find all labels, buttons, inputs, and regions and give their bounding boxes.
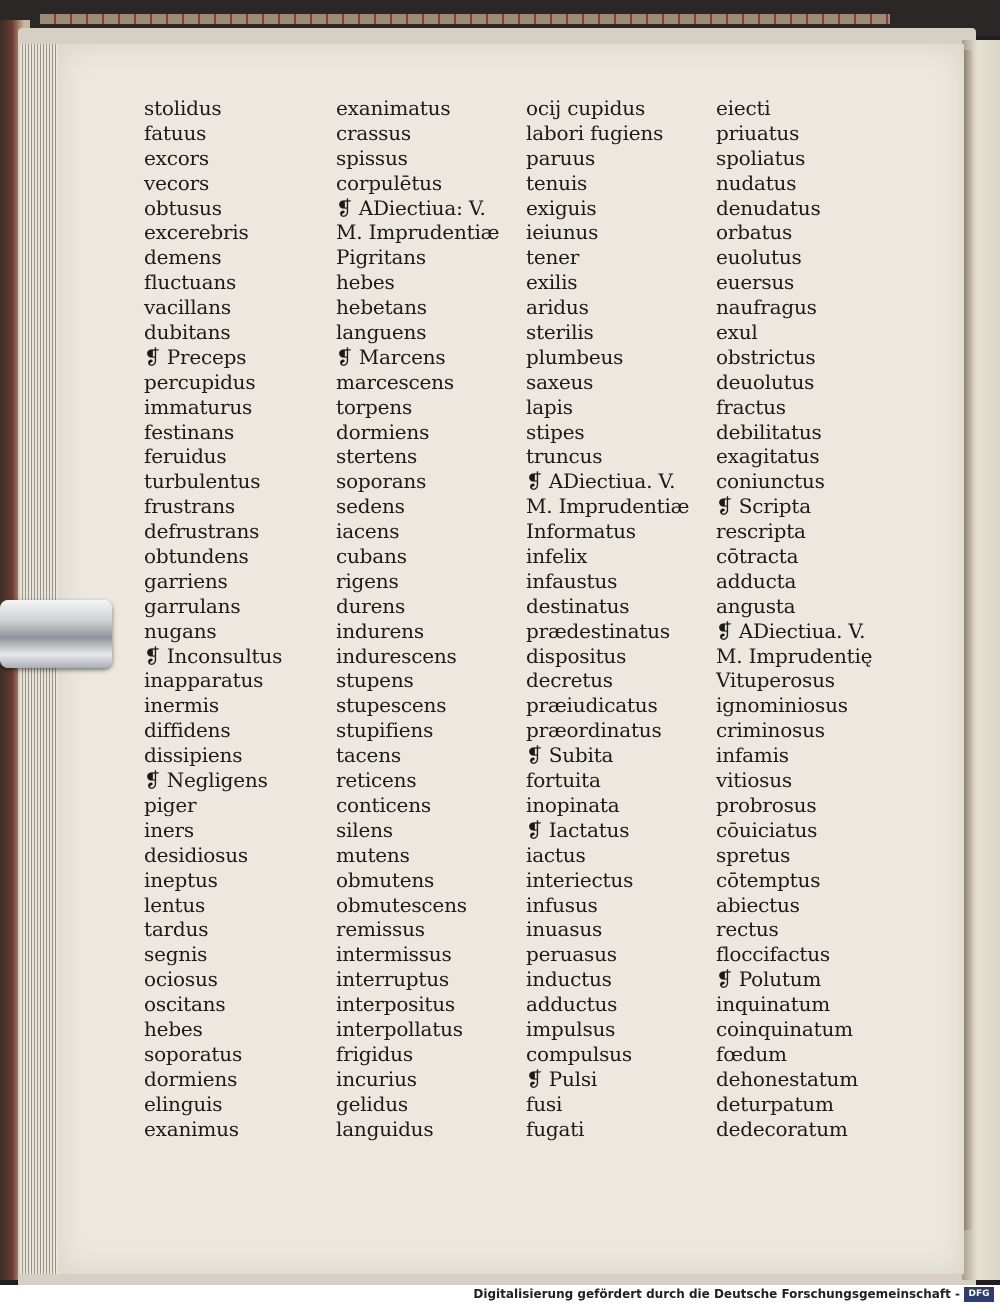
word-entry: languens xyxy=(336,320,427,345)
word-entry: ociosus xyxy=(144,967,218,992)
word-entry: ❡ Pulsi xyxy=(526,1066,598,1091)
word-entry: silens xyxy=(336,817,393,842)
word-column-2 xyxy=(336,96,499,1141)
word-entry: obmutens xyxy=(336,867,435,892)
word-entry: demens xyxy=(144,245,222,270)
word-entry: ❡ Marcens xyxy=(336,344,446,369)
word-entry: abiectus xyxy=(716,892,800,917)
word-entry: dubitans xyxy=(144,320,231,345)
word-entry: stupescens xyxy=(336,693,447,718)
word-entry: aridus xyxy=(526,295,589,320)
word-entry: M. Imprudentiæ xyxy=(336,220,500,245)
word-entry: gelidus xyxy=(336,1091,408,1116)
word-entry: cōtracta xyxy=(716,544,799,569)
word-entry: marcescens xyxy=(336,369,454,394)
word-entry: iners xyxy=(144,817,194,842)
word-entry: præordinatus xyxy=(526,718,662,743)
word-entry: infamis xyxy=(716,743,789,768)
word-entry: crassus xyxy=(336,120,411,145)
word-entry: saxeus xyxy=(526,369,594,394)
word-entry: corpulētus xyxy=(336,170,442,195)
page-holder-clip xyxy=(0,600,112,668)
word-entry: obstrictus xyxy=(716,344,816,369)
word-entry: excerebris xyxy=(144,220,249,245)
word-entry: interpositus xyxy=(336,992,455,1017)
word-entry: inermis xyxy=(144,693,219,718)
word-entry: lentus xyxy=(144,892,206,917)
word-entry: infaustus xyxy=(526,568,618,593)
word-entry: turbulentus xyxy=(144,469,261,494)
word-entry: exanimatus xyxy=(336,96,451,120)
word-entry: ❡ Polutum xyxy=(716,967,822,992)
word-entry: debilitatus xyxy=(716,419,822,444)
word-entry: ❡ Preceps xyxy=(144,344,247,369)
word-entry: ❡ Iactatus xyxy=(526,817,630,842)
word-entry: euolutus xyxy=(716,245,802,270)
word-entry: fugati xyxy=(526,1116,585,1141)
word-entry: exanimus xyxy=(144,1116,239,1141)
word-entry: intermissus xyxy=(336,942,452,967)
word-entry: stupens xyxy=(336,668,414,693)
word-entry: obtundens xyxy=(144,544,249,569)
word-entry: fractus xyxy=(716,394,786,419)
dfg-logo: DFG xyxy=(964,1287,994,1302)
word-entry: hebes xyxy=(144,1016,203,1041)
word-entry: M. Imprudentię xyxy=(716,643,873,668)
word-entry: oscitans xyxy=(144,992,226,1017)
word-column-3 xyxy=(526,96,689,1141)
word-entry: garriens xyxy=(144,568,228,593)
word-entry: dormiens xyxy=(336,419,430,444)
word-entry: tacens xyxy=(336,743,401,768)
word-entry: desidiosus xyxy=(144,842,248,867)
word-entry: denudatus xyxy=(716,195,821,220)
word-entry: nudatus xyxy=(716,170,797,195)
word-entry: incurius xyxy=(336,1066,417,1091)
word-entry: tenuis xyxy=(526,170,588,195)
word-entry: piger xyxy=(144,792,197,817)
word-entry: elinguis xyxy=(144,1091,223,1116)
word-entry: ❡ Subita xyxy=(526,743,614,768)
word-entry: ❡ Inconsultus xyxy=(144,643,283,668)
word-entry: probrosus xyxy=(716,792,817,817)
word-entry: orbatus xyxy=(716,220,793,245)
word-entry: dissipiens xyxy=(144,743,243,768)
word-entry: vecors xyxy=(144,170,210,195)
word-entry: nugans xyxy=(144,618,217,643)
word-entry: præiudicatus xyxy=(526,693,658,718)
word-entry: dedecoratum xyxy=(716,1116,848,1141)
word-entry: indurescens xyxy=(336,643,457,668)
word-entry: stipes xyxy=(526,419,585,444)
word-entry: interruptus xyxy=(336,967,449,992)
word-entry: ineptus xyxy=(144,867,218,892)
word-entry: frustrans xyxy=(144,494,235,519)
word-entry: ❡ Negligens xyxy=(144,768,268,793)
word-entry: infusus xyxy=(526,892,598,917)
word-entry: iactus xyxy=(526,842,586,867)
word-entry: prædestinatus xyxy=(526,618,670,643)
word-entry: hebetans xyxy=(336,295,427,320)
word-entry: segnis xyxy=(144,942,208,967)
word-entry: deuolutus xyxy=(716,369,815,394)
word-entry: vacillans xyxy=(144,295,231,320)
word-entry: adducta xyxy=(716,568,797,593)
word-entry: priuatus xyxy=(716,120,800,145)
word-entry: inapparatus xyxy=(144,668,264,693)
word-entry: soporatus xyxy=(144,1041,243,1066)
word-entry: sedens xyxy=(336,494,405,519)
book-page xyxy=(58,44,964,1274)
word-entry: percupidus xyxy=(144,369,256,394)
word-entry: infelix xyxy=(526,544,588,569)
word-entry: ignominiosus xyxy=(716,693,848,718)
word-entry: spretus xyxy=(716,842,791,867)
word-entry: compulsus xyxy=(526,1041,632,1066)
word-entry: exiguis xyxy=(526,195,597,220)
word-entry: fluctuans xyxy=(144,270,237,295)
word-entry: decretus xyxy=(526,668,613,693)
word-column-1 xyxy=(144,96,282,1141)
word-entry: tardus xyxy=(144,917,209,942)
word-entry: obtusus xyxy=(144,195,222,220)
funding-credit: Digitalisierung gefördert durch die Deutsche Forschungsgemeinschaft - xyxy=(473,1287,960,1301)
word-entry: naufragus xyxy=(716,295,817,320)
word-entry: obmutescens xyxy=(336,892,467,917)
word-entry: remissus xyxy=(336,917,425,942)
word-entry: hebes xyxy=(336,270,395,295)
word-entry: destinatus xyxy=(526,593,630,618)
word-entry: dormiens xyxy=(144,1066,238,1091)
word-entry: ocij cupidus xyxy=(526,96,646,120)
word-entry: paruus xyxy=(526,145,596,170)
word-entry: cōuiciatus xyxy=(716,817,818,842)
word-entry: cōtemptus xyxy=(716,867,821,892)
word-entry: plumbeus xyxy=(526,344,624,369)
word-entry: rigens xyxy=(336,568,399,593)
word-column-4 xyxy=(716,96,872,1141)
word-entry: reticens xyxy=(336,768,417,793)
word-entry: interiectus xyxy=(526,867,634,892)
word-entry: M. Imprudentiæ xyxy=(526,494,690,519)
word-entry: inductus xyxy=(526,967,612,992)
word-entry: dispositus xyxy=(526,643,627,668)
word-entry: feruidus xyxy=(144,444,227,469)
word-entry: iacens xyxy=(336,519,400,544)
word-entry: stolidus xyxy=(144,96,222,120)
word-entry: soporans xyxy=(336,469,427,494)
word-entry: coinquinatum xyxy=(716,1016,853,1041)
word-entry: indurens xyxy=(336,618,424,643)
word-entry: mutens xyxy=(336,842,410,867)
word-entry: torpens xyxy=(336,394,413,419)
word-entry: adductus xyxy=(526,992,618,1017)
word-entry: rescripta xyxy=(716,519,806,544)
footer-bar xyxy=(0,1285,1000,1305)
word-entry: tener xyxy=(526,245,580,270)
word-entry: exilis xyxy=(526,270,578,295)
word-entry: stertens xyxy=(336,444,418,469)
word-entry: Pigritans xyxy=(336,245,426,270)
word-entry: languidus xyxy=(336,1116,434,1141)
word-entry: fatuus xyxy=(144,120,207,145)
word-entry: euersus xyxy=(716,270,795,295)
word-entry: inuasus xyxy=(526,917,603,942)
word-entry: fusi xyxy=(526,1091,563,1116)
word-entry: fortuita xyxy=(526,768,601,793)
word-entry: ❡ Scripta xyxy=(716,494,811,519)
word-entry: immaturus xyxy=(144,394,253,419)
word-entry: durens xyxy=(336,593,406,618)
word-entry: rectus xyxy=(716,917,779,942)
word-entry: lapis xyxy=(526,394,573,419)
word-entry: garrulans xyxy=(144,593,241,618)
word-entry: interpollatus xyxy=(336,1016,463,1041)
word-entry: frigidus xyxy=(336,1041,413,1066)
word-entry: truncus xyxy=(526,444,603,469)
word-entry: festinans xyxy=(144,419,235,444)
word-entry: fœdum xyxy=(716,1041,787,1066)
word-entry: inquinatum xyxy=(716,992,831,1017)
word-entry: coniunctus xyxy=(716,469,825,494)
word-entry: exul xyxy=(716,320,758,345)
word-entry: dehonestatum xyxy=(716,1066,858,1091)
word-entry: sterilis xyxy=(526,320,594,345)
word-entry: conticens xyxy=(336,792,431,817)
word-entry: ❡ ADiectiua: V. xyxy=(336,195,486,220)
word-entry: diffidens xyxy=(144,718,231,743)
word-entry: inopinata xyxy=(526,792,620,817)
word-entry: Informatus xyxy=(526,519,636,544)
word-entry: criminosus xyxy=(716,718,825,743)
word-entry: deturpatum xyxy=(716,1091,834,1116)
word-entry: ieiunus xyxy=(526,220,599,245)
word-entry: floccifactus xyxy=(716,942,830,967)
word-entry: exagitatus xyxy=(716,444,820,469)
word-entry: eiecti xyxy=(716,96,771,120)
word-entry: peruasus xyxy=(526,942,617,967)
word-entry: stupifiens xyxy=(336,718,434,743)
word-entry: excors xyxy=(144,145,209,170)
word-entry: spissus xyxy=(336,145,408,170)
word-entry: vitiosus xyxy=(716,768,792,793)
word-entry: ❡ ADiectiua. V. xyxy=(526,469,676,494)
gutter-fold xyxy=(964,50,972,1230)
ruler-strip xyxy=(40,14,890,24)
word-entry: cubans xyxy=(336,544,407,569)
word-entry: defrustrans xyxy=(144,519,260,544)
word-entry: spoliatus xyxy=(716,145,806,170)
word-entry: impulsus xyxy=(526,1016,616,1041)
word-entry: labori fugiens xyxy=(526,120,664,145)
word-entry: angusta xyxy=(716,593,796,618)
word-entry: Vituperosus xyxy=(716,668,835,693)
word-entry: ❡ ADiectiua. V. xyxy=(716,618,866,643)
